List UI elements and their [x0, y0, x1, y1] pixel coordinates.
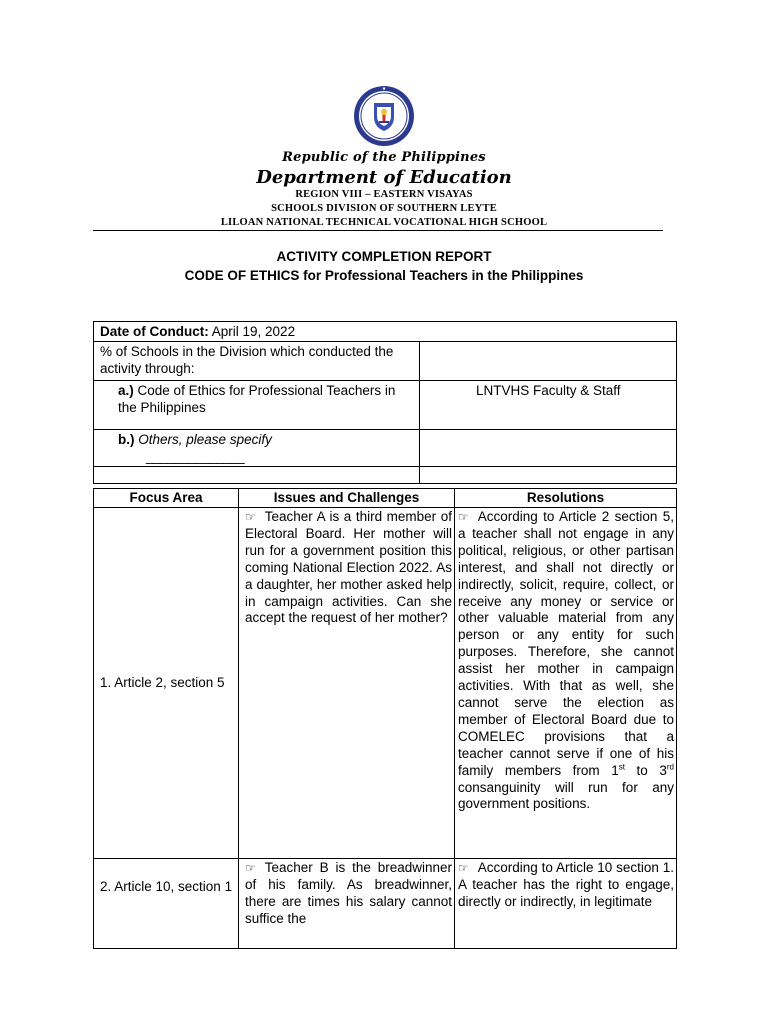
focus-area-cell: 2. Article 10, section 1 — [94, 859, 239, 949]
division-line: SCHOOLS DIVISION OF SOUTHERN LEYTE — [271, 203, 497, 214]
region-line: REGION VIII – EASTERN VISAYAS — [295, 189, 473, 200]
pointing-hand-icon: ☞ — [458, 510, 468, 524]
date-value: April 19, 2022 — [211, 324, 296, 339]
option-a-label: a.) — [118, 383, 134, 398]
issue-cell — [239, 508, 455, 859]
issue-cell — [239, 859, 455, 949]
pointing-hand-icon: ☞ — [245, 861, 255, 875]
table-row — [94, 508, 677, 859]
school-name: LILOAN NATIONAL TECHNICAL VOCATIONAL HIGH SCHOOL — [220, 217, 548, 228]
issue-text: Teacher B is the breadwinner of his family. As breadwinner, there are times his salary cannot suffice the — [245, 860, 452, 926]
option-a-row — [94, 381, 677, 430]
department-name: Department of Education — [256, 167, 512, 188]
report-title: ACTIVITY COMPLETION REPORT — [276, 249, 492, 264]
resolution-text: consanguinity will run for any government positions. — [458, 779, 674, 812]
resolution-text: According to Article 10 section 1. A teacher has the right to engage, directly or indirectly, in legitimate — [458, 860, 674, 909]
schools-value — [420, 342, 677, 381]
focus-area-table — [93, 488, 677, 949]
resolution-cell — [455, 859, 677, 949]
date-label: Date of Conduct: — [100, 324, 209, 339]
ordinal-suffix: rd — [666, 762, 674, 772]
focus-area-cell: 1. Article 2, section 5 — [94, 508, 239, 859]
deped-seal-icon — [353, 85, 415, 147]
schools-label: % of Schools in the Division which conducted the activity through: — [94, 342, 420, 381]
schools-row — [94, 342, 677, 381]
ordinal-suffix: st — [618, 762, 625, 772]
table-row — [94, 859, 677, 949]
option-b-blank: ______________ — [146, 449, 245, 464]
option-b-label: b.) — [118, 432, 135, 447]
resolution-cell — [455, 508, 677, 859]
header-resolutions: Resolutions — [455, 489, 677, 508]
resolution-text: According to Article 2 section 5, a teacher shall not engage in any political, religious, or other partisan interest, and shall not directly or indirectly, solicit, require, collect, or receive any money or service or other valuable material from any person or any entity for such purposes. Therefore, she cannot assist her mother in campaign activities. With that as well, she cannot serve the election as member of Electoral Board due to COMELEC provisions that a teacher cannot serve if one of his family members from 1 — [458, 509, 674, 778]
focus-header-row — [94, 489, 677, 508]
resolution-text: to 3 — [624, 762, 667, 778]
option-b-value — [420, 430, 677, 467]
header-issues: Issues and Challenges — [239, 489, 455, 508]
pointing-hand-icon: ☞ — [245, 510, 255, 524]
report-subtitle: CODE OF ETHICS for Professional Teachers in the Philippines — [184, 268, 584, 283]
option-b-text: Others, please specify — [138, 432, 272, 447]
date-row — [94, 322, 677, 342]
pointing-hand-icon: ☞ — [458, 861, 468, 875]
spacer-row — [94, 467, 677, 484]
option-a-text: Code of Ethics for Professional Teachers in the Philippines — [118, 383, 396, 415]
header-divider — [93, 230, 663, 231]
conduct-info-table — [93, 321, 677, 484]
issue-text: Teacher A is a third member of Electoral Board. Her mother will run for a government position this coming National Election 2022. As a daughter, her mother asked help in campaign activities. Can she accept the request of her mother? — [245, 509, 452, 626]
header-focus-area: Focus Area — [94, 489, 239, 508]
option-b-row — [94, 430, 677, 467]
republic-line: Republic of the Philippines — [282, 150, 486, 165]
option-a-value: LNTVHS Faculty & Staff — [420, 381, 677, 430]
